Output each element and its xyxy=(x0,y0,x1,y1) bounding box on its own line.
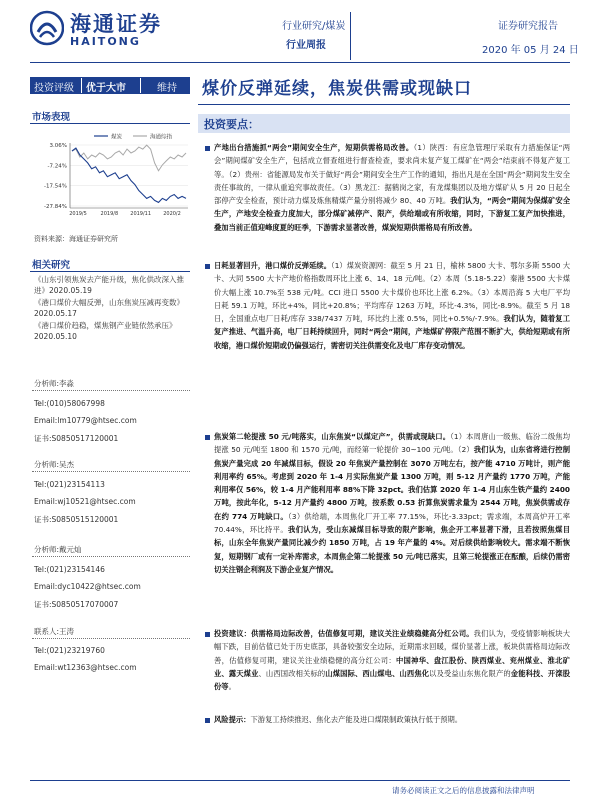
key-point-text: 、山西国改相关标的 xyxy=(258,668,326,678)
key-point-prices xyxy=(214,259,570,352)
analyst-phone: Tel:(021)23154146 xyxy=(34,565,105,574)
related-item-date: 2020.05.10 xyxy=(34,332,77,341)
rating-value: 优于大市 xyxy=(86,83,126,94)
key-point-safety xyxy=(214,141,570,234)
x-tick-label: 2019/8 xyxy=(100,211,119,217)
key-point-text: 下游复工持续推迟、焦化去产能及进口煤限制政策执行低于预期。 xyxy=(250,715,463,724)
analyst-divider xyxy=(32,556,190,557)
rating-status: 维持 xyxy=(157,83,177,94)
analyst-cert: 证书:S0850517120001 xyxy=(34,434,119,443)
legend-label-index: 海通综指 xyxy=(150,134,173,141)
footer-disclaimer: 请务必阅读正文之后的信息披露和法律声明 xyxy=(392,786,535,795)
key-point-lead: 日耗显著回升，港口煤价反弹延续。 xyxy=(214,261,332,270)
key-point-text: （1）煤炭资源网：截至 5 月 21 日，榆林 5800 大卡、鄂尔多斯 5500 大卡、大同 5500 大卡产地价格指数周环比上涨 6、14、18 元/吨。（2）本周（5.18-5.22）秦港 5500 大卡煤价大幅上涨 10.7%至 538 元/吨。CCI 进口 5500 大卡煤价也环比上涨 6.2%。（3）本周沿海 5 大电厂平均日耗 59.1 万吨，环比+4%，同比+20.8%；平均库存 1263 万吨，环比-4.3%，同比-8.9%。截至 5 月 18 日，全国重点电厂日耗/库存 338/7437 万吨，环比约上涨 0.5%，同比+0.5%/-7.9%。 xyxy=(214,261,570,324)
header-rule xyxy=(30,62,570,63)
haitong-logo-icon xyxy=(30,10,64,46)
key-points-heading: 投资要点： xyxy=(204,118,259,131)
rating-divider xyxy=(81,78,82,93)
contact-phone: Tel:(021)23219760 xyxy=(34,646,105,655)
section-rule xyxy=(30,123,190,124)
key-point-text: 。 xyxy=(228,682,236,692)
key-point-stocks: 金能科技、开滦股份等 xyxy=(214,668,571,692)
y-tick-label: -27.84% xyxy=(44,204,67,210)
report-date: 2020 年 05 月 24 日 xyxy=(482,45,579,56)
related-heading: 相关研究 xyxy=(32,260,71,271)
logo-english-name: HAITONG xyxy=(70,35,141,48)
bullet-icon xyxy=(205,264,210,269)
key-point-coke xyxy=(214,430,570,576)
analyst-cert: 证书:S0850517070007 xyxy=(34,600,119,609)
related-item-date: 2020.05.17 xyxy=(34,309,77,318)
analyst-email[interactable]: Email:lm10779@htsec.com xyxy=(34,416,137,425)
rating-strip xyxy=(30,77,190,94)
analyst-divider xyxy=(32,471,190,472)
related-item[interactable] xyxy=(34,274,190,296)
header-divider xyxy=(350,12,351,60)
report-type: 行业周报 xyxy=(286,40,326,51)
y-tick-label: -17.54% xyxy=(44,183,67,190)
analyst-cert: 证书:S0850515120001 xyxy=(34,515,119,524)
contact-email[interactable]: Email:wt12363@htsec.com xyxy=(34,663,137,672)
bullet-icon xyxy=(205,146,210,151)
market-heading: 市场表现 xyxy=(32,112,71,123)
title-rule xyxy=(198,104,570,105)
bullet-icon xyxy=(205,632,210,637)
key-point-text: 我们认为，受疫情影响板块大幅下跌，目前估值已处于历史底部，具备较强安全边际，近期需求回暖，煤价显著上涨，板块供需格局边际改善，估值修复可期，建议关注业绩稳健的高分红公司： xyxy=(214,629,570,665)
market-performance-chart xyxy=(32,131,190,219)
bullet-icon xyxy=(205,718,210,723)
key-point-stocks: 山煤国际、西山煤电、山西焦化 xyxy=(325,668,430,678)
related-item-title: 《港口煤价趋稳，煤焦钢产业链依然承压》 xyxy=(34,321,177,330)
key-point-emphasis: 我们认为，山东省将进行控制焦炭产量完成 20 年减煤目标，假设 20 年焦炭产量控制在 3070 万吨左右，按产能 4710 万吨计，则产能利用率约 65%。考虑到 2020 年 1-4 月实际焦炭产量 1300 万吨，则 5-12 月产量约 1770 万吨，产能利用率仅 56%，较 1-4 月产能利用率 88%下降 32pct。我们估算 2020 年 1-4 月山东生铁产量约 2400 万吨，按此年化，5-12 月产量约 4800 万吨，按系数 0.53 折算焦炭需求量为 2544 万吨，焦炭供需或存在约 774 万吨缺口。 xyxy=(214,445,571,521)
industry-label: 行业研究/煤炭 xyxy=(282,21,346,32)
contact-name: 联系人:王涛 xyxy=(34,627,75,636)
footer-rule xyxy=(30,780,570,781)
key-point-lead: 风险提示： xyxy=(214,715,251,724)
analyst-email[interactable]: Email:wj10521@htsec.com xyxy=(34,497,136,506)
related-item[interactable] xyxy=(34,297,190,319)
x-tick-label: 2019/5 xyxy=(69,211,87,217)
key-point-risk xyxy=(214,713,570,726)
x-tick-label: 2019/11 xyxy=(130,211,152,217)
key-point-stocks: 中国神华、盘江股份、陕西煤业、兖州煤业、淮北矿业、露天煤业 xyxy=(214,655,571,678)
key-point-text: （1）陕西：有应急管理厅采取有力措施保证“两会”期间煤矿安全生产，包括成立督查组进行督查检查，要求尚未复产复工煤矿在“两会”结束前不得复产复工等。（2）贵州：省能源局发布关于做好“两会”期间安全生产工作的通知，指出凡是在全国“两会”期间发生安全责任事故的，一律从重追究事故责任。（3）黑龙江：据鹤岗之家，有龙煤集团以及地方煤矿从 5 月 20 日起全部停产安全检查，预计动力煤及炼焦精煤产量分别将减少 80、40 万吨。 xyxy=(214,143,570,206)
analyst-name: 分析师:戴元灿 xyxy=(34,545,82,554)
key-point-lead: 焦炭第二轮提涨 50 元/吨落实，山东焦炭“以煤定产”，供需或现缺口。 xyxy=(214,432,451,441)
key-point-text: （3）供给端，本周焦化厂开工率 77.15%，环比-3.33pct；需求端，本周高炉开工率 70.44%，环比持平。 xyxy=(214,511,570,535)
analyst-phone: Tel:(021)23154113 xyxy=(34,480,105,489)
related-item-date: 2020.05.19 xyxy=(49,286,92,295)
key-point-text: （1）本周唐山一级焦、临汾二级焦均提涨 50 元/吨至 1800 和 1570 元/吨，而经第一轮提价 30~100 元/吨。（2） xyxy=(214,432,570,455)
series-label: 证券研究报告 xyxy=(498,21,558,32)
related-item[interactable] xyxy=(34,320,190,342)
key-point-text: 以及受益山东焦化限产的 xyxy=(429,668,511,678)
related-item-title: 《山东引领焦炭去产能升级，焦化供改深入推进》 xyxy=(34,275,184,295)
section-rule xyxy=(30,271,190,272)
analyst-divider xyxy=(32,638,190,639)
legend-label-coal: 煤炭 xyxy=(111,134,123,141)
series-line-coal xyxy=(72,148,186,202)
analyst-name: 分析师:李淼 xyxy=(34,379,75,388)
analyst-name: 分析师:吴杰 xyxy=(34,460,75,469)
analyst-email[interactable]: Email:dyc10422@htsec.com xyxy=(34,582,141,591)
key-point-emphasis: 我们认为，“两会”期间为保煤矿安全生产，产地安全检查力度加大，部分煤矿减停产、限产，供给端或有所收缩，同时，下游复工复产加快推进，叠加当前正值迎峰度夏的旺季，下游需求显著改善，煤炭短期供需格局有所改善。 xyxy=(214,196,570,232)
y-tick-label: 3.06% xyxy=(49,143,67,149)
chart-source: 资料来源：海通证券研究所 xyxy=(34,235,118,243)
bullet-icon xyxy=(205,435,210,440)
x-tick-label: 2020/2 xyxy=(163,211,181,217)
analyst-phone: Tel:(010)58067998 xyxy=(34,399,105,408)
key-point-lead: 投资建议：供需格局边际改善，估值修复可期，建议关注业绩稳健高分红公司。 xyxy=(214,629,474,638)
logo-chinese-name: 海通证券 xyxy=(70,11,162,36)
analyst-divider xyxy=(32,390,190,391)
rating-divider xyxy=(140,78,141,93)
y-tick-label: -7.24% xyxy=(47,163,67,170)
rating-label: 投资评级 xyxy=(34,83,74,94)
related-item-title: 《港口煤价大幅反弹，山东焦炭压减再变数》 xyxy=(34,298,184,307)
key-point-lead: 产地出台措施抓“两会”期间安全生产，短期供需格局改善。 xyxy=(214,143,414,152)
key-point-investment xyxy=(214,627,570,693)
key-point-emphasis: 我们认为，随着复工复产推进、气温升高，电厂日耗持续回升，同时“两会”期间，产地煤矿停限产范围不断扩大，供给短期或有所收缩，港口煤价短期或仍偏强运行，需密切关注供需变化及电厂库存变动情况。 xyxy=(214,314,570,350)
report-title: 煤价反弹延续，焦炭供需或现缺口 xyxy=(202,79,472,99)
series-line-index xyxy=(72,145,186,171)
key-point-emphasis: 我们认为，受山东减煤目标导致的限产影响，焦企开工率显著下滑，且若按照焦煤目标，山东全年焦炭产量同比减少约 1850 万吨，占 19 年产量的 4%。对后续供给影响较大。需求端不断恢复，短期钢厂或有一定补库需求，本周焦企第二轮提涨 50 元/吨已落实，且第三轮提涨正在酝酿，后续仍需密切关注钢企利润及下游企业复产情况。 xyxy=(214,525,570,574)
